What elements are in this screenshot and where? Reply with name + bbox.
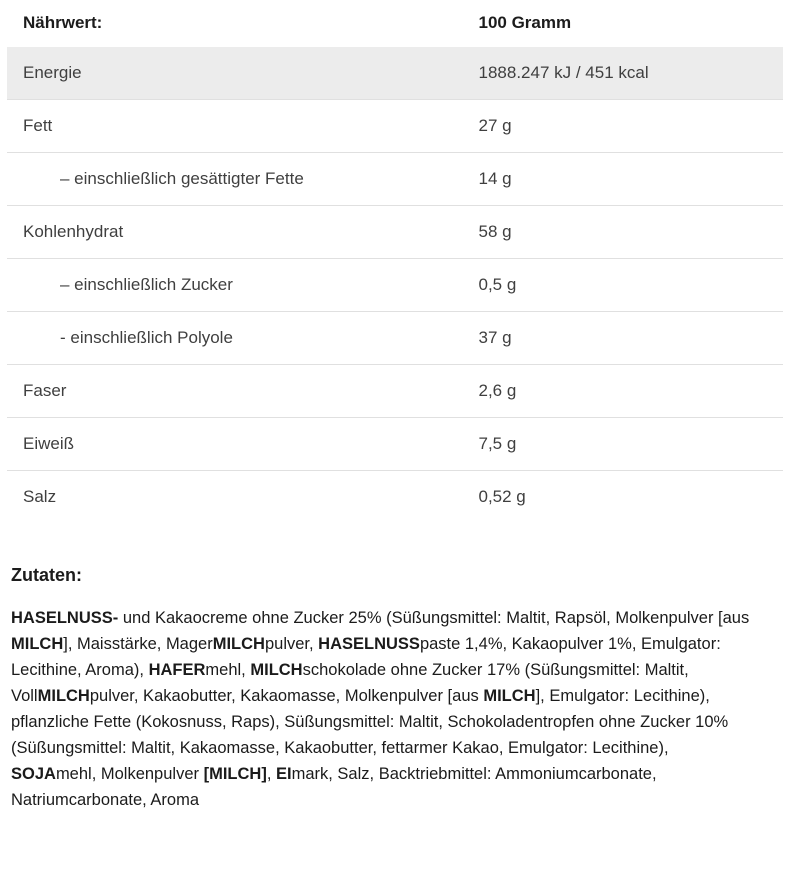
nutrition-row	[7, 365, 783, 418]
nutrition-row	[7, 100, 783, 153]
ingredients-section	[7, 565, 783, 813]
nutrient-value: 27 g	[478, 116, 512, 135]
nutrient-label: Eiweiß	[23, 434, 75, 453]
nutrition-table	[7, 0, 783, 523]
nutrient-value: 1888.247 kJ / 451 kcal	[478, 63, 649, 82]
nutrient-value: 37 g	[478, 328, 512, 347]
nutrition-header-amount: 100 Gramm	[478, 13, 572, 32]
nutrition-row	[7, 47, 783, 100]
nutrition-header-row	[7, 0, 783, 47]
nutrition-row	[7, 206, 783, 259]
nutrient-label: Energie	[23, 63, 82, 82]
nutrient-value: 14 g	[478, 169, 512, 188]
nutrition-row	[7, 312, 783, 365]
nutrition-row	[7, 153, 783, 206]
nutrient-value: 7,5 g	[478, 434, 517, 453]
nutrient-value: 58 g	[478, 222, 512, 241]
nutrition-row	[7, 471, 783, 524]
ingredients-heading: Zutaten:	[11, 565, 82, 585]
nutrient-label: Fett	[23, 116, 53, 135]
nutrient-label: – einschließlich Zucker	[60, 275, 233, 294]
nutrition-header-label: Nährwert:	[23, 13, 103, 32]
nutrient-value: 2,6 g	[478, 381, 517, 400]
ingredients-text: HASELNUSS- und Kakaocreme ohne Zucker 25% (Süßungsmittel: Maltit, Rapsöl, Molkenpulver [aus MILCH], Maisstärke, MagerMILCHpulver, HASELNUSSpaste 1,4%, Kakaopulver 1%, Emulgator: Lecithine, Aroma), HAFERmehl, MILCHschokolade ohne Zucker 17% (Süßungsmittel: Maltit, VollMILCHpulver, Kakaobutter, Kakaomasse, Molkenpulver [aus MILCH], Emulgator: Lecithine), pflanzliche Fette (Kokosnuss, Raps), Süßungsmittel: Maltit, Schokoladentropfen ohne Zucker 10% (Süßungsmittel: Maltit, Kakaomasse, Kakaobutter, fettarmer Kakao, Emulgator: Lecithine), SOJAmehl, Molkenpulver [MILCH], EImark, Salz, Backtriebmittel: Ammoniumcarbonate, Natriumcarbonate, Aroma	[11, 609, 750, 809]
nutrient-label: Faser	[23, 381, 67, 400]
nutrition-table-body	[7, 47, 783, 523]
nutrient-value: 0,52 g	[478, 487, 526, 506]
nutrient-label: Kohlenhydrat	[23, 222, 124, 241]
nutrient-label: – einschließlich gesättigter Fette	[60, 169, 304, 188]
nutrient-label: - einschließlich Polyole	[60, 328, 233, 347]
nutrient-label: Salz	[23, 487, 57, 506]
nutrition-row	[7, 418, 783, 471]
nutrition-row	[7, 259, 783, 312]
nutrient-value: 0,5 g	[478, 275, 517, 294]
